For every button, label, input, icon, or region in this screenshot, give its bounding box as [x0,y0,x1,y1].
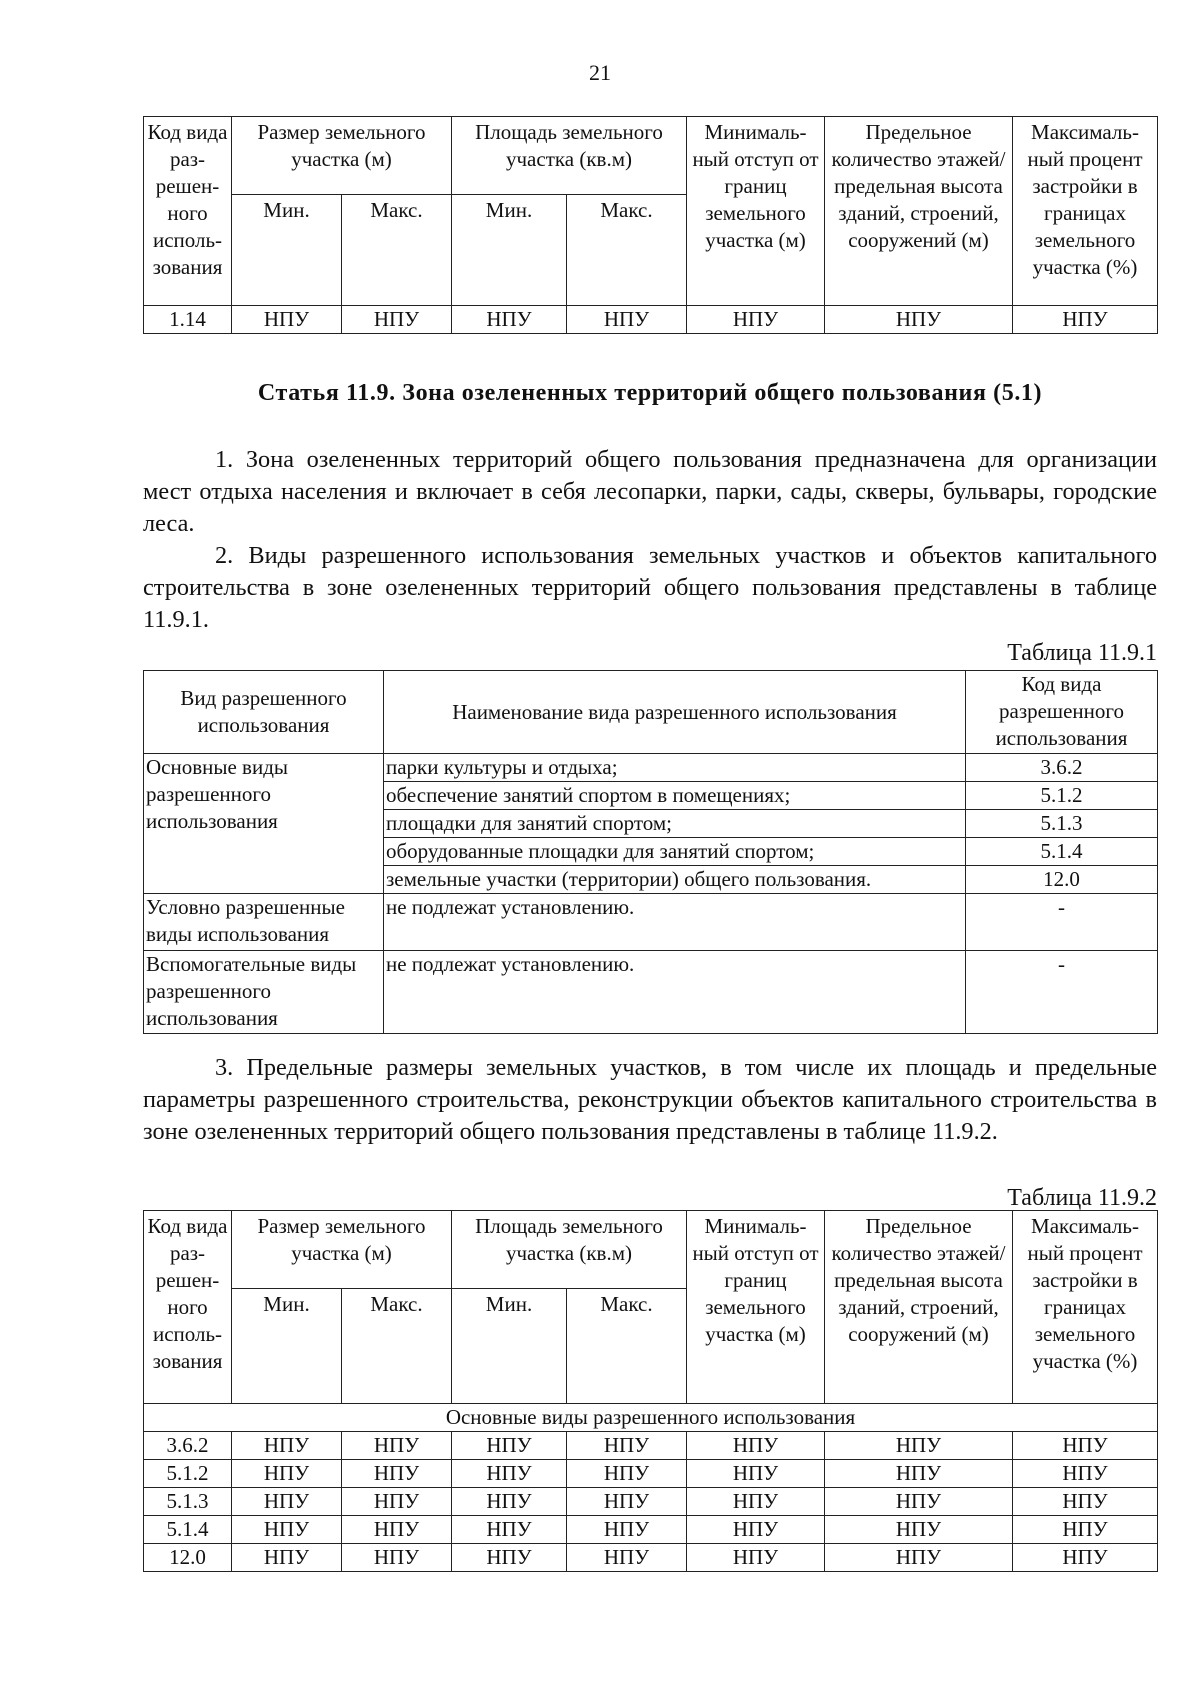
top-table-body [144,306,1158,334]
table-row [144,1516,1158,1544]
use-name-cell: оборудованные площадки для занятий спортом; [384,838,966,866]
row-value-cell: НПУ [342,1516,452,1544]
header-size: Размер земельного участка (м) [232,1211,452,1289]
row-value-cell: НПУ [1013,1432,1158,1460]
row-value-cell: НПУ [567,306,687,334]
table-row [144,1432,1158,1460]
header-area: Площадь земельного участка (кв.м) [452,1211,687,1289]
row-value-cell: НПУ [1013,1460,1158,1488]
use-header-kind: Вид разрешенного использования [144,671,384,754]
paragraph-1: 1. Зона озелененных территорий общего пользования предназначена для организации мест отдыха населения и включает в себя лесопарки, парки, сады, скверы, бульвары, городские леса. [143,446,1157,537]
row-value-cell: НПУ [232,1544,342,1572]
row-value-cell: НПУ [452,306,567,334]
header-area-max: Макс. [567,195,687,306]
header-coverage: Максималь-ный процент застройки в границах земельного участка (%) [1013,117,1158,306]
use-name-cell: площадки для занятий спортом; [384,810,966,838]
row-value-cell: НПУ [232,306,342,334]
row-value-cell: НПУ [825,1460,1013,1488]
row-value-cell: НПУ [1013,1544,1158,1572]
use-name-conditional: не подлежат установлению. [384,894,966,951]
row-value-cell: НПУ [342,1544,452,1572]
row-value-cell: НПУ [567,1516,687,1544]
row-value-cell: НПУ [567,1488,687,1516]
header-size-max: Макс. [342,1289,452,1404]
row-value-cell: НПУ [687,306,825,334]
row-value-cell: НПУ [687,1488,825,1516]
use-name-cell: парки культуры и отдыха; [384,754,966,782]
row-value-cell: НПУ [1013,306,1158,334]
use-code-cell: 5.1.2 [966,782,1158,810]
row-value-cell: НПУ [342,1460,452,1488]
row-value-cell: НПУ [825,1544,1013,1572]
row-code-cell: 12.0 [144,1544,232,1572]
header-code: Код вида раз-решен-ного исполь-зования [144,1211,232,1404]
row-code-cell: 3.6.2 [144,1432,232,1460]
use-types-table-wrap [143,670,1157,1034]
use-code-cell: 12.0 [966,866,1158,894]
row-value-cell: НПУ [825,306,1013,334]
use-name-cell: обеспечение занятий спортом в помещениях; [384,782,966,810]
use-types-table [143,670,1158,1034]
header-setback: Минималь-ный отступ от границ земельного участка (м) [687,1211,825,1404]
table-caption-2: Таблица 11.9.2 [1007,1185,1157,1211]
row-code-cell: 1.14 [144,306,232,334]
header-area-min: Мин. [452,195,567,306]
row-value-cell: НПУ [687,1516,825,1544]
row-value-cell: НПУ [232,1460,342,1488]
row-code-cell: 5.1.2 [144,1460,232,1488]
header-floors: Предельное количество этажей/ предельная высота зданий, строений, сооружений (м) [825,1211,1013,1404]
row-value-cell: НПУ [342,1488,452,1516]
row-code-cell: 5.1.3 [144,1488,232,1516]
header-area-min: Мин. [452,1289,567,1404]
use-kind-conditional: Условно разрешенные виды использования [144,894,384,951]
row-value-cell: НПУ [825,1488,1013,1516]
use-kind-main: Основные виды разрешенного использования [144,754,384,894]
row-value-cell: НПУ [452,1516,567,1544]
bottom-table-body [144,1404,1158,1572]
header-setback: Минималь-ный отступ от границ земельного участка (м) [687,117,825,306]
row-value-cell: НПУ [452,1544,567,1572]
use-code-cell: 5.1.3 [966,810,1158,838]
row-value-cell: НПУ [452,1460,567,1488]
row-value-cell: НПУ [342,306,452,334]
row-value-cell: НПУ [567,1432,687,1460]
bottom-parameters-table-wrap [143,1210,1157,1572]
row-value-cell: НПУ [687,1460,825,1488]
use-code-conditional: - [966,894,1158,951]
row-value-cell: НПУ [687,1544,825,1572]
header-floors: Предельное количество этажей/ предельная высота зданий, строений, сооружений (м) [825,117,1013,306]
row-value-cell: НПУ [232,1432,342,1460]
row-value-cell: НПУ [567,1544,687,1572]
row-value-cell: НПУ [452,1432,567,1460]
row-value-cell: НПУ [452,1488,567,1516]
bottom-parameters-table [143,1210,1158,1572]
table-row [144,1488,1158,1516]
header-size-max: Макс. [342,195,452,306]
use-name-auxiliary: не подлежат установлению. [384,951,966,1034]
use-code-cell: 5.1.4 [966,838,1158,866]
header-code: Код вида раз-решен-ного исполь-зования [144,117,232,306]
row-value-cell: НПУ [1013,1488,1158,1516]
header-area-max: Макс. [567,1289,687,1404]
top-parameters-table-wrap [143,116,1157,334]
group-row-main: Основные виды разрешенного использования [144,1404,1158,1432]
use-kind-auxiliary: Вспомогательные виды разрешенного использования [144,951,384,1034]
paragraph-3: 3. Предельные размеры земельных участков, в том числе их площадь и предельные параметры разрешенного строительства, реконструкции объектов капитального строительства в зоне озелененных территорий общего пользования представлены в таблице 11.9.2. [143,1054,1157,1145]
row-value-cell: НПУ [342,1432,452,1460]
intro-paragraphs [143,444,1157,636]
use-name-cell: земельные участки (территории) общего пользования. [384,866,966,894]
use-header-code: Код вида разрешенного использования [966,671,1158,754]
row-code-cell: 5.1.4 [144,1516,232,1544]
header-size-min: Мин. [232,1289,342,1404]
paragraph-3-wrap [143,1052,1157,1148]
row-value-cell: НПУ [825,1432,1013,1460]
row-value-cell: НПУ [1013,1516,1158,1544]
row-value-cell: НПУ [687,1432,825,1460]
top-parameters-table [143,116,1158,334]
header-size-min: Мин. [232,195,342,306]
header-area: Площадь земельного участка (кв.м) [452,117,687,195]
table-row [144,1544,1158,1572]
header-size: Размер земельного участка (м) [232,117,452,195]
row-value-cell: НПУ [825,1516,1013,1544]
table-row [144,306,1158,334]
row-value-cell: НПУ [232,1516,342,1544]
page-number: 21 [589,60,611,85]
table-row [144,1460,1158,1488]
use-code-cell: 3.6.2 [966,754,1158,782]
use-code-auxiliary: - [966,951,1158,1034]
use-header-name: Наименование вида разрешенного использования [384,671,966,754]
table-caption-1: Таблица 11.9.1 [1007,640,1157,666]
row-value-cell: НПУ [567,1460,687,1488]
header-coverage: Максималь-ный процент застройки в границах земельного участка (%) [1013,1211,1158,1404]
paragraph-2: 2. Виды разрешенного использования земельных участков и объектов капитального строительства в зоне озелененных территорий общего пользования представлены в таблице 11.9.1. [143,542,1157,633]
article-heading: Статья 11.9. Зона озелененных территорий общего пользования (5.1) [257,380,1043,406]
row-value-cell: НПУ [232,1488,342,1516]
